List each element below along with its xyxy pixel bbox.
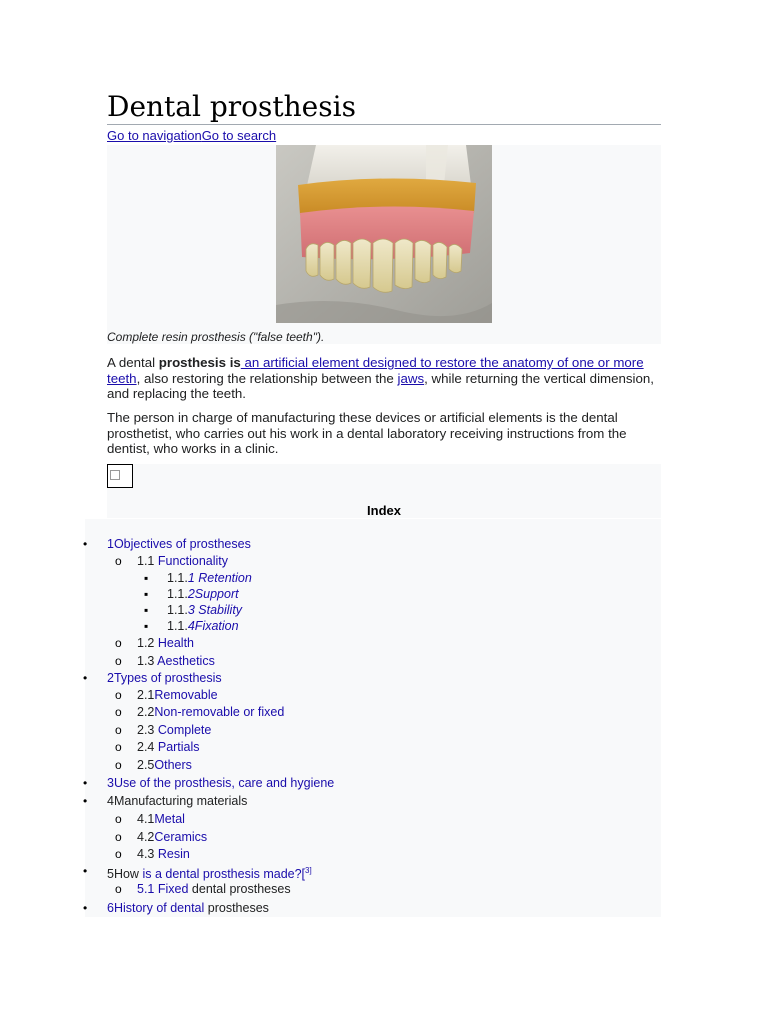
toc-label: Partials [157, 740, 200, 754]
toc-number: 1 [107, 537, 114, 551]
intro-paragraph [107, 355, 667, 402]
toc-item-2-3[interactable] [115, 722, 212, 738]
bullet-square-icon: ▪ [144, 603, 149, 617]
toc-item-2[interactable] [83, 670, 222, 686]
toc-item-2-2[interactable] [115, 704, 285, 720]
toc-number: 1.1. [167, 619, 188, 633]
toc-label: 1 Retention [187, 571, 252, 585]
bullet-circle-icon: o [115, 688, 122, 702]
false-teeth-image [276, 145, 492, 323]
dental-prosthesis-photo[interactable] [276, 145, 492, 323]
toc-item-1-1-3[interactable] [144, 602, 243, 618]
toc-item-1-1-1[interactable] [144, 570, 252, 586]
bullet-circle-icon: o [115, 847, 122, 861]
toc-number: 2.4 [137, 740, 158, 754]
toc-item-1[interactable] [83, 536, 251, 552]
bullet-circle-icon: o [115, 812, 122, 826]
go-to-search-link[interactable]: Go to search [201, 128, 277, 143]
toc-number: 2.1 [137, 688, 155, 702]
toc-number: 1.2 [137, 636, 158, 650]
toc-toggle-button[interactable] [107, 464, 133, 488]
toc-label: 2Support [187, 587, 239, 601]
intro-bold-term: prosthesis is [158, 355, 241, 370]
toc-header [107, 464, 661, 518]
toc-label: Objectives of prostheses [113, 537, 251, 551]
jump-links [107, 128, 276, 144]
toc-label: Aesthetics [157, 654, 215, 668]
toc-number: 6 [107, 901, 114, 915]
bullet-disc-icon: • [83, 901, 88, 915]
toc-item-4-1[interactable] [115, 811, 185, 827]
toc-label: Removable [154, 688, 218, 702]
title-divider [107, 124, 661, 125]
intro-text: A dental [107, 355, 159, 370]
toc-number: 1.1. [167, 571, 188, 585]
toc-item-4-2[interactable] [115, 829, 208, 845]
toc-number: 1.1 [137, 554, 158, 568]
toc-label: How [113, 867, 143, 882]
bullet-disc-icon: • [83, 776, 88, 790]
toc-label: dental prostheses [188, 882, 291, 896]
toc-item-4[interactable] [83, 793, 248, 809]
toc-item-1-1-2[interactable] [144, 586, 239, 602]
toc-label: Resin [157, 847, 190, 861]
toc-number: 5 [107, 867, 114, 882]
toc-label: Use of the prosthesis, care and hygiene [113, 776, 335, 790]
toc-number: 1.1. [167, 587, 188, 601]
toc-item-1-2[interactable] [115, 635, 194, 651]
bullet-circle-icon: o [115, 740, 122, 754]
bullet-circle-icon: o [115, 758, 122, 772]
toc-number: 1.3 [137, 654, 158, 668]
toc-item-1-1[interactable] [115, 553, 229, 569]
toc-label: Metal [154, 812, 185, 826]
bullet-circle-icon: o [115, 636, 122, 650]
toc-label: 3 Stability [187, 603, 243, 617]
toc-label: History of dental [113, 901, 205, 915]
jaws-link[interactable]: jaws [397, 370, 425, 386]
prosthetist-paragraph: The person in charge of manufacturing these devices or artificial elements is the dental prosthetist, who carries out his work in a dental laboratory receiving instructions from the dentist, who works in a clinic. [107, 410, 627, 456]
toc-item-2-4[interactable] [115, 739, 200, 755]
bullet-square-icon: ▪ [144, 587, 149, 601]
intro-text: , while returning the vertical dimension, and replacing the teeth. [107, 370, 654, 401]
toc-number: 2 [107, 671, 114, 685]
go-to-navigation-link[interactable]: Go to navigation [107, 128, 202, 143]
bullet-disc-icon: • [83, 671, 88, 685]
bullet-disc-icon: • [83, 794, 88, 808]
bullet-disc-icon: • [83, 864, 88, 878]
bullet-circle-icon: o [115, 705, 122, 719]
toc-item-5[interactable] [83, 863, 312, 882]
toc-label: is a dental prosthesis made?[ [142, 867, 306, 882]
toc-label: prostheses [204, 901, 269, 915]
toc-item-6[interactable] [83, 900, 269, 916]
toc-item-4-3[interactable] [115, 846, 190, 862]
toc-number: 2.5 [137, 758, 155, 772]
toc-item-5-1[interactable] [115, 881, 291, 897]
toc-number: 4.3 [137, 847, 158, 861]
bullet-circle-icon: o [115, 830, 122, 844]
toc-number: 2.3 [137, 723, 158, 737]
bullet-circle-icon: o [115, 654, 122, 668]
toc-label: Complete [157, 723, 212, 737]
toc-label: Health [157, 636, 194, 650]
toc-number: 4.1 [137, 812, 155, 826]
figure-box [107, 145, 661, 344]
bullet-square-icon: ▪ [144, 619, 149, 633]
bullet-square-icon: ▪ [144, 571, 149, 585]
bullet-disc-icon: • [83, 537, 88, 551]
toc-label: 4Fixation [187, 619, 239, 633]
toc-item-2-5[interactable] [115, 757, 192, 773]
bullet-circle-icon: o [115, 554, 122, 568]
toc-number: 3 [107, 776, 114, 790]
teeth-link[interactable]: teeth [107, 370, 137, 386]
toc-label: Functionality [157, 554, 229, 568]
bullet-circle-icon: o [115, 882, 122, 896]
toc-number: 5.1 [137, 882, 158, 896]
page-title: Dental prosthesis [107, 90, 356, 123]
toc-item-3[interactable] [83, 775, 335, 791]
toc-label: Fixed [157, 882, 189, 896]
toc-item-1-3[interactable] [115, 653, 215, 669]
toc-label: Ceramics [154, 830, 208, 844]
toc-title: Index [367, 503, 401, 518]
toc-item-1-1-4[interactable] [144, 618, 239, 634]
reference-superscript[interactable]: 3] [305, 866, 312, 875]
toc-label: Others [154, 758, 192, 772]
toc-number: 1.1. [167, 603, 188, 617]
bullet-circle-icon: o [115, 723, 122, 737]
intro-text: , also restoring the relationship between the [136, 370, 398, 386]
toc-item-2-1[interactable] [115, 687, 218, 703]
figure-caption: Complete resin prosthesis ("false teeth"). [107, 330, 325, 344]
toc-checkbox-icon [110, 470, 120, 480]
toc-label: Non-removable or fixed [154, 705, 285, 719]
toc-label: Types of prosthesis [113, 671, 222, 685]
toc-label: Manufacturing materials [113, 794, 248, 808]
toc-number: 2.2 [137, 705, 155, 719]
toc-number: 4.2 [137, 830, 155, 844]
artificial-element-link[interactable]: an artificial element designed to restore the anatomy of one or more [240, 355, 644, 370]
toc-number: 4 [107, 794, 114, 808]
